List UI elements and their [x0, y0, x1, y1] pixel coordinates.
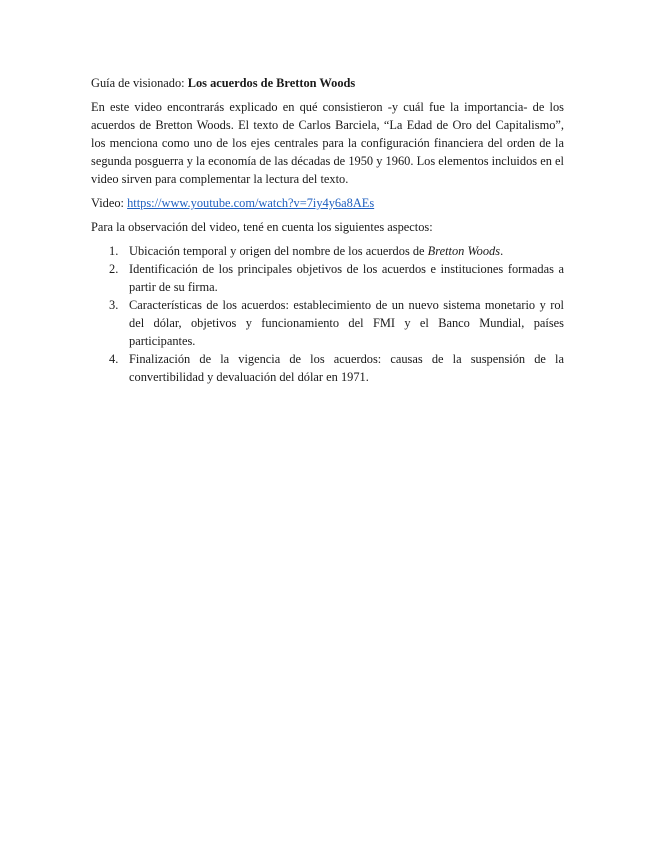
list-item [91, 260, 564, 296]
video-label: Video: [91, 196, 128, 210]
list-item-text: Características de los acuerdos: establecimiento de un nuevo sistema monetario y rol del dólar, objetivos y funcionamiento del FMI y el Banco Mundial, países participantes. [129, 298, 564, 348]
guide-heading [91, 74, 564, 92]
list-item-text: Finalización de la vigencia de los acuerdos: causas de la suspensión de la convertibilidad y devaluación del dólar en 1971. [129, 352, 564, 384]
document-page [91, 74, 564, 386]
intro-paragraph: En este video encontrarás explicado en qué consistieron -y cuál fue la importancia- de los acuerdos de Bretton Woods. El texto de Carlos Barciela, “La Edad de Oro del Capitalismo”, los menciona como uno de los ejes centrales para la configuración financiera del orden de la segunda posguerra y la economía de las décadas de 1950 y 1960. Los elementos incluidos en el video sirven para complementar la lectura del texto. [91, 100, 564, 186]
list-item [91, 242, 564, 260]
list-item-text: Identificación de los principales objetivos de los acuerdos e instituciones formadas a partir de su firma. [129, 262, 564, 294]
guide-title: Los acuerdos de Bretton Woods [187, 76, 356, 90]
guide-label: Guía de visionado: [91, 76, 188, 90]
list-item-italic: Bretton Woods [427, 244, 501, 258]
list-item [91, 350, 564, 386]
video-link[interactable]: https://www.youtube.com/watch?v=7iy4y6a8AEs [127, 196, 375, 210]
list-item [91, 296, 564, 350]
list-item-text: Ubicación temporal y origen del nombre de los acuerdos de [129, 244, 428, 258]
list-item-number: 2. [109, 262, 119, 276]
aspects-list [91, 242, 564, 386]
observation-lead: Para la observación del video, tené en cuenta los siguientes aspectos: [91, 220, 433, 234]
list-item-number: 3. [109, 298, 119, 312]
list-item-text-end: . [500, 244, 504, 258]
list-item-number: 4. [109, 352, 119, 366]
list-item-number: 1. [109, 244, 119, 258]
video-line [91, 194, 564, 212]
